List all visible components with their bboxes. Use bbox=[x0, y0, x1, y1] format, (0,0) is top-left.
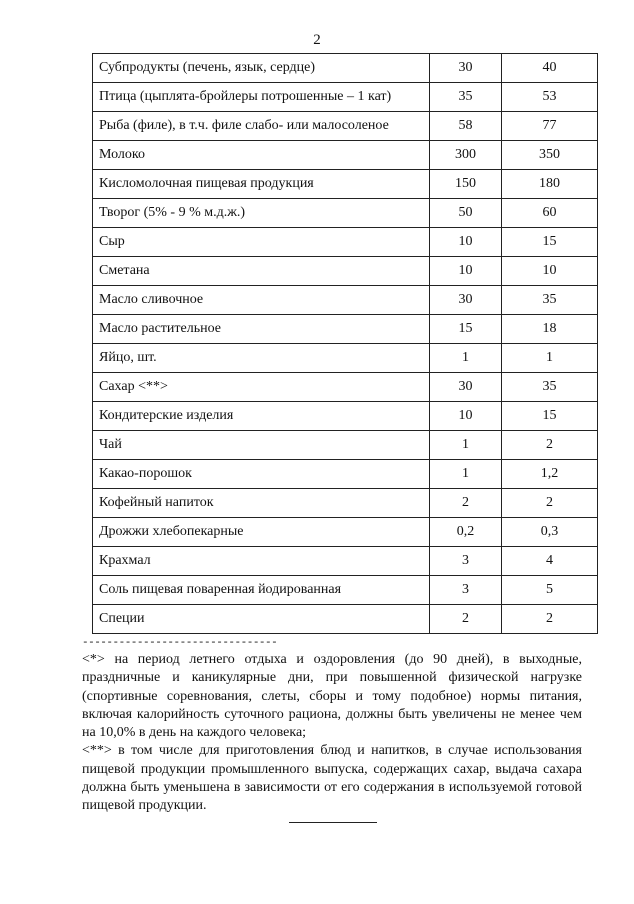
norm-value-2-cell: 53 bbox=[502, 83, 598, 112]
table-body bbox=[93, 54, 598, 634]
norm-value-1-cell: 1 bbox=[430, 344, 502, 373]
norm-value-1-cell: 2 bbox=[430, 489, 502, 518]
norm-value-2-cell: 1 bbox=[502, 344, 598, 373]
product-name-cell: Дрожжи хлебопекарные bbox=[93, 518, 430, 547]
product-name-cell: Творог (5% - 9 % м.д.ж.) bbox=[93, 199, 430, 228]
product-name-cell: Рыба (филе), в т.ч. филе слабо- или малосоленое bbox=[93, 112, 430, 141]
norm-value-1-cell: 30 bbox=[430, 373, 502, 402]
norm-value-2-cell: 35 bbox=[502, 286, 598, 315]
table-row bbox=[93, 547, 598, 576]
footnote-1: <*> на период летнего отдыха и оздоровления (до 90 дней), в выходные, праздничные и каникулярные дни, при повышенной физической нагрузке (спортивные соревнования, слеты, сборы и тому подобное) нормы питания, включая калорийность суточного рациона, должны быть увеличены не менее чем на 10,0% в день на каждого человека; bbox=[82, 652, 582, 741]
norm-value-2-cell: 2 bbox=[502, 489, 598, 518]
product-name-cell: Чай bbox=[93, 431, 430, 460]
food-norms-table bbox=[92, 53, 598, 634]
end-line bbox=[289, 822, 377, 823]
norm-value-1-cell: 3 bbox=[430, 576, 502, 605]
norm-value-1-cell: 10 bbox=[430, 402, 502, 431]
norm-value-2-cell: 2 bbox=[502, 605, 598, 634]
table-row bbox=[93, 112, 598, 141]
product-name-cell: Кисломолочная пищевая продукция bbox=[93, 170, 430, 199]
product-name-cell: Кофейный напиток bbox=[93, 489, 430, 518]
norm-value-1-cell: 10 bbox=[430, 257, 502, 286]
product-name-cell: Крахмал bbox=[93, 547, 430, 576]
table-row bbox=[93, 344, 598, 373]
table-row bbox=[93, 54, 598, 83]
norm-value-1-cell: 10 bbox=[430, 228, 502, 257]
table-row bbox=[93, 257, 598, 286]
table-row bbox=[93, 199, 598, 228]
norm-value-2-cell: 15 bbox=[502, 228, 598, 257]
footnotes bbox=[82, 651, 582, 816]
product-name-cell: Яйцо, шт. bbox=[93, 344, 430, 373]
norm-value-2-cell: 350 bbox=[502, 141, 598, 170]
table-row bbox=[93, 286, 598, 315]
footnote-separator: -------------------------------- bbox=[82, 637, 278, 649]
norm-value-1-cell: 1 bbox=[430, 431, 502, 460]
product-name-cell: Сметана bbox=[93, 257, 430, 286]
norm-value-2-cell: 180 bbox=[502, 170, 598, 199]
norm-value-2-cell: 1,2 bbox=[502, 460, 598, 489]
table-row bbox=[93, 83, 598, 112]
norm-value-1-cell: 35 bbox=[430, 83, 502, 112]
table-row bbox=[93, 489, 598, 518]
table-row bbox=[93, 518, 598, 547]
norm-value-1-cell: 30 bbox=[430, 286, 502, 315]
norm-value-2-cell: 77 bbox=[502, 112, 598, 141]
product-name-cell: Специи bbox=[93, 605, 430, 634]
table-row bbox=[93, 141, 598, 170]
product-name-cell: Кондитерские изделия bbox=[93, 402, 430, 431]
norm-value-2-cell: 10 bbox=[502, 257, 598, 286]
norm-value-1-cell: 58 bbox=[430, 112, 502, 141]
norm-value-2-cell: 18 bbox=[502, 315, 598, 344]
norm-value-2-cell: 35 bbox=[502, 373, 598, 402]
table-row bbox=[93, 576, 598, 605]
page-number: 2 bbox=[313, 32, 321, 48]
norm-value-1-cell: 3 bbox=[430, 547, 502, 576]
norm-value-2-cell: 5 bbox=[502, 576, 598, 605]
table-row bbox=[93, 431, 598, 460]
norm-value-2-cell: 40 bbox=[502, 54, 598, 83]
product-name-cell: Масло растительное bbox=[93, 315, 430, 344]
product-name-cell: Молоко bbox=[93, 141, 430, 170]
product-name-cell: Сахар <**> bbox=[93, 373, 430, 402]
norm-value-2-cell: 2 bbox=[502, 431, 598, 460]
norm-value-2-cell: 15 bbox=[502, 402, 598, 431]
norm-value-2-cell: 4 bbox=[502, 547, 598, 576]
norm-value-1-cell: 50 bbox=[430, 199, 502, 228]
table-row bbox=[93, 460, 598, 489]
product-name-cell: Птица (цыплята-бройлеры потрошенные – 1 кат) bbox=[93, 83, 430, 112]
product-name-cell: Сыр bbox=[93, 228, 430, 257]
product-name-cell: Масло сливочное bbox=[93, 286, 430, 315]
norm-value-1-cell: 15 bbox=[430, 315, 502, 344]
product-name-cell: Какао-порошок bbox=[93, 460, 430, 489]
norm-value-2-cell: 60 bbox=[502, 199, 598, 228]
norm-value-2-cell: 0,3 bbox=[502, 518, 598, 547]
table-row bbox=[93, 315, 598, 344]
table-row bbox=[93, 373, 598, 402]
norm-value-1-cell: 1 bbox=[430, 460, 502, 489]
norm-value-1-cell: 300 bbox=[430, 141, 502, 170]
product-name-cell: Соль пищевая поваренная йодированная bbox=[93, 576, 430, 605]
table-row bbox=[93, 402, 598, 431]
norm-value-1-cell: 0,2 bbox=[430, 518, 502, 547]
table-row bbox=[93, 170, 598, 199]
norm-value-1-cell: 2 bbox=[430, 605, 502, 634]
norm-value-1-cell: 150 bbox=[430, 170, 502, 199]
table-row bbox=[93, 605, 598, 634]
norm-value-1-cell: 30 bbox=[430, 54, 502, 83]
table-row bbox=[93, 228, 598, 257]
footnote-2: <**> в том числе для приготовления блюд и напитков, в случае использования пищевой продукции промышленного выпуска, содержащих сахар, выдача сахара должна быть уменьшена в зависимости от его содержания в используемой готовой пищевой продукции. bbox=[82, 743, 582, 814]
product-name-cell: Субпродукты (печень, язык, сердце) bbox=[93, 54, 430, 83]
